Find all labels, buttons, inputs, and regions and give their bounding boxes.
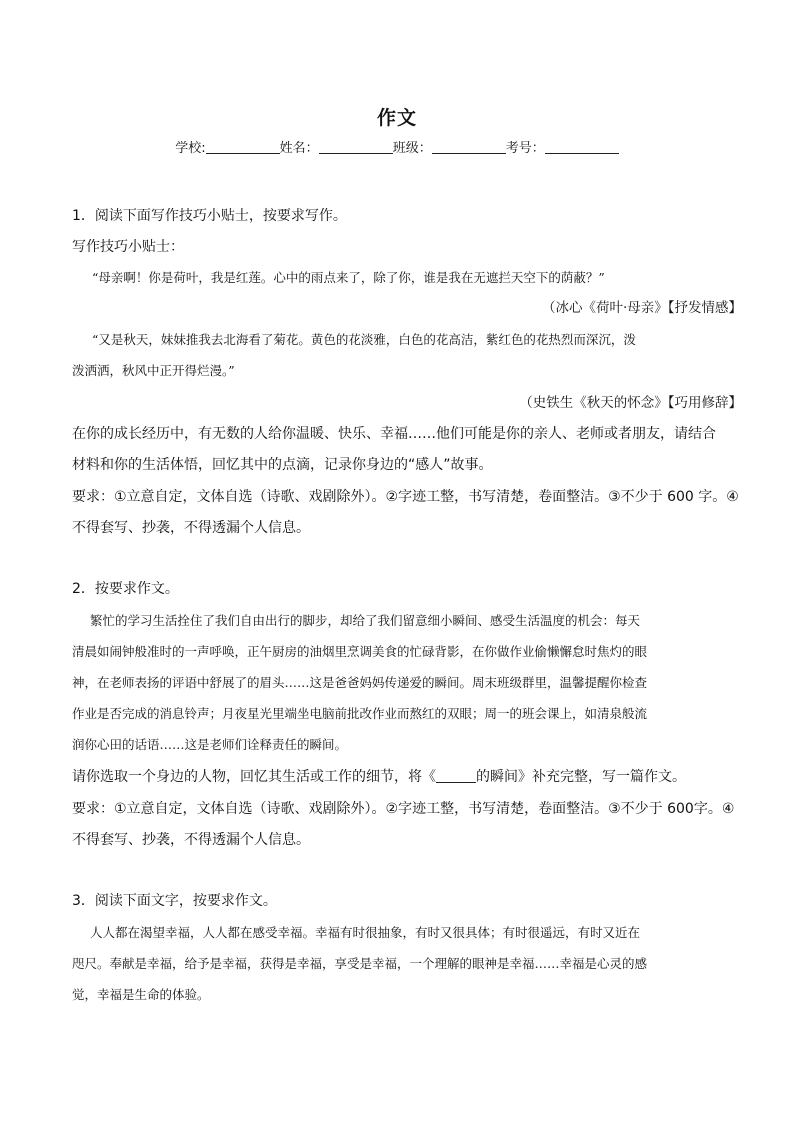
q1-requirements-line1: 要求：①立意自定，文体自选（诗歌、戏剧除外）。②字迹工整，书写清楚，卷面整洁。③不少于 600 字。④ — [72, 489, 739, 505]
q1-source2: （史铁生《秋天的怀念》【巧用修辞】 — [519, 395, 742, 411]
q3-prompt: 3．阅读下面文字，按要求作文。 — [72, 893, 277, 909]
q2-task-after: 的瞬间》补充完整，写一篇作文。 — [476, 769, 686, 785]
page-title: 作文 — [376, 107, 417, 129]
q1-body-line1: 在你的成长经历中，有无数的人给你温暖、快乐、幸福……他们可能是你的亲人、老师或者朋友，请结合 — [72, 426, 716, 442]
q2-prompt: 2．按要求作文。 — [72, 581, 179, 597]
q2-passage-line1: 繁忙的学习生活拴住了我们自由出行的脚步，却给了我们留意细小瞬间、感受生活温度的机会：每天 — [90, 613, 641, 628]
q1-quote2-line2: 泼洒洒，秋风中正开得烂漫。” — [72, 363, 235, 378]
q2-passage-line2: 清晨如闹钟般准时的一声呼唤，正午厨房的油烟里烹调美食的忙碌背影，在你做作业偷懒懈怠时焦灼的眼 — [72, 644, 648, 659]
q3-passage-line2: 咫尺。奉献是幸福，给予是幸福，获得是幸福，享受是幸福，一个理解的眼神是幸福……幸福是心灵的感 — [72, 956, 648, 971]
id-label: 考号： — [505, 141, 545, 156]
id-blank[interactable] — [545, 140, 619, 154]
name-label: 姓名： — [279, 141, 319, 156]
q2-requirements-line1: 要求：①立意自定，文体自选（诗歌、戏剧除外）。②字迹工整，书写清楚，卷面整洁。③不少于 600字。④ — [72, 801, 735, 817]
q2-title-blank[interactable] — [436, 770, 476, 783]
q1-tips-label: 写作技巧小贴士： — [72, 239, 184, 255]
class-blank[interactable] — [432, 140, 506, 154]
school-blank[interactable] — [206, 140, 280, 154]
q3-passage-line3: 觉，幸福是生命的体验。 — [72, 987, 210, 1002]
q1-body-line2: 材料和你的生活体悟，回忆其中的点滴，记录你身边的“感人”故事。 — [72, 457, 493, 473]
school-label: 学校: — [175, 141, 206, 156]
q2-task-before: 请你选取一个身边的人物，回忆其生活或工作的细节，将《 — [72, 769, 436, 785]
q1-quote1: “母亲啊！你是荷叶，我是红莲。心中的雨点来了，除了你，谁是我在无遮拦天空下的荫蔽？” — [92, 270, 605, 285]
name-blank[interactable] — [319, 140, 393, 154]
q2-passage-line4: 作业是否完成的消息铃声；月夜星光里端坐电脑前批改作业而熬红的双眼；周一的班会课上，如清泉般流 — [72, 706, 648, 721]
student-info-line — [0, 137, 794, 156]
q2-passage-line5: 润你心田的话语……这是老师们诠释责任的瞬间。 — [72, 737, 348, 752]
q1-source1: （冰心《荷叶·母亲》【抒发情感】 — [541, 300, 742, 316]
q3-passage-line1: 人人都在渴望幸福，人人都在感受幸福。幸福有时很抽象，有时又很具体；有时很遥远，有时又近在 — [90, 925, 641, 940]
class-label: 班级： — [392, 141, 432, 156]
q2-task — [72, 767, 686, 787]
q2-requirements-line2: 不得套写、抄袭，不得透漏个人信息。 — [72, 832, 310, 848]
q2-passage-line3: 神，在老师表扬的评语中舒展了的眉头……这是爸爸妈妈传递爱的瞬间。周末班级群里，温馨提醒你检查 — [72, 675, 648, 690]
q1-requirements-line2: 不得套写、抄袭，不得透漏个人信息。 — [72, 520, 310, 536]
q1-quote2-line1: “又是秋天，妹妹推我去北海看了菊花。黄色的花淡雅，白色的花高洁，紫红色的花热烈而深沉，泼 — [92, 332, 636, 347]
q1-prompt: 1．阅读下面写作技巧小贴士，按要求写作。 — [72, 208, 347, 224]
